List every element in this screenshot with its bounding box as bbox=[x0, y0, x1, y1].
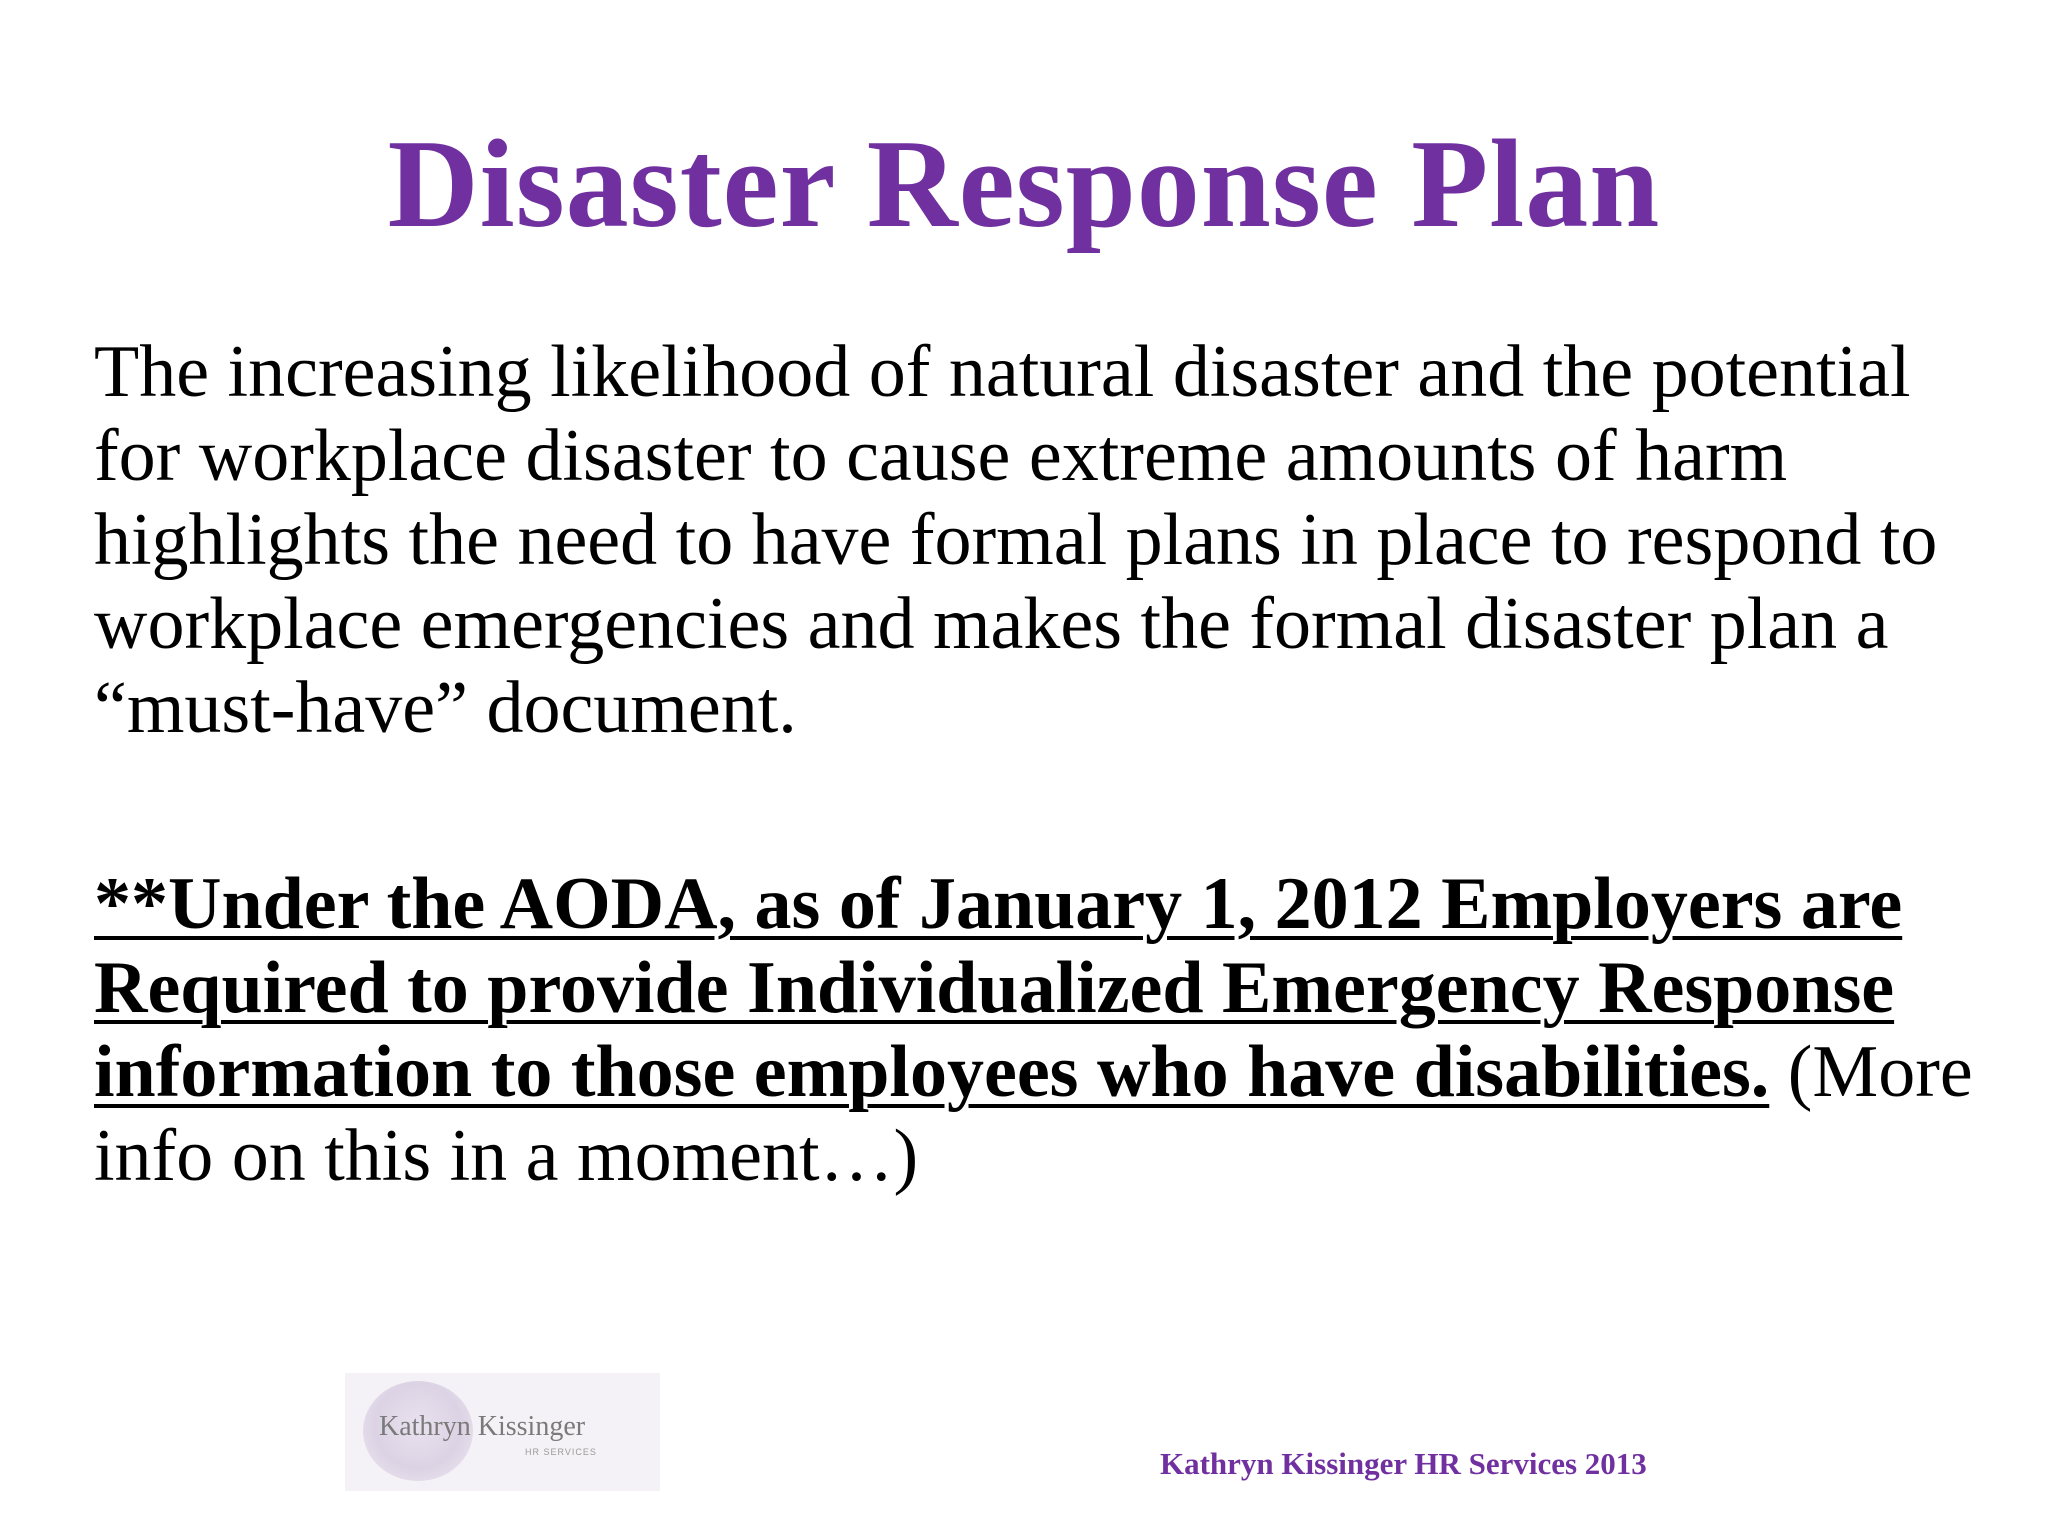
company-logo bbox=[345, 1373, 660, 1491]
aoda-followup-text: (More info on this in a moment…) bbox=[94, 1031, 1973, 1197]
aoda-paragraph bbox=[94, 862, 1974, 1198]
body-paragraph: The increasing likelihood of natural disaster and the potential for workplace disaster to cause extreme amounts of harm highlights the need to have formal plans in place to respond to workplace emergencies and makes the formal disaster plan a “must-have” document. bbox=[94, 331, 1938, 749]
footer-credit: Kathryn Kissinger HR Services 2013 bbox=[1160, 1446, 1647, 1481]
aoda-emphasis-text: **Under the AODA, as of January 1, 2012 Employers are Required to provide Individualized Emergency Response information to those employees who have disabilities. bbox=[94, 863, 1903, 1113]
logo-name: Kathryn Kissinger bbox=[379, 1411, 586, 1442]
slide-title: Disaster Response Plan bbox=[387, 115, 1661, 254]
logo-subtitle: HR SERVICES bbox=[525, 1447, 597, 1457]
